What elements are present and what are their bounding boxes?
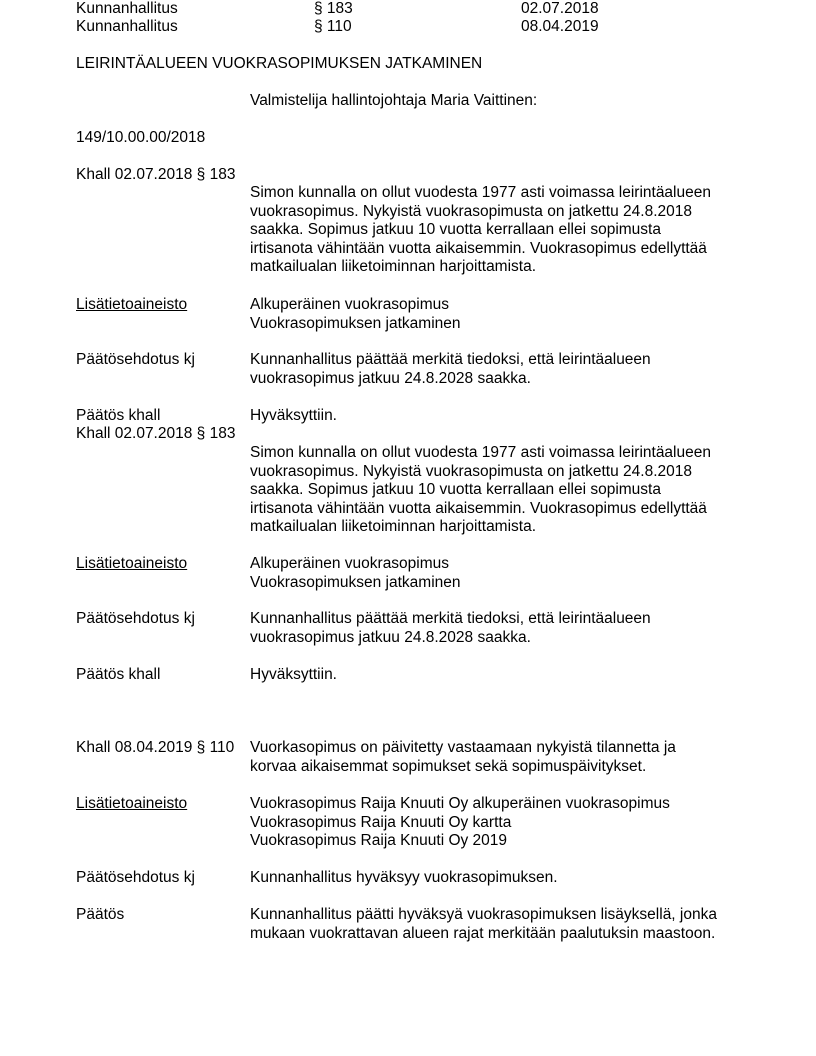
document-title: LEIRINTÄALUEEN VUOKRASOPIMUKSEN JATKAMINEN (76, 55, 483, 72)
header-body-1: Kunnanhallitus (76, 0, 178, 17)
section-text (250, 739, 750, 776)
decision-label: Päätös khall (76, 407, 161, 424)
preparer-line: Valmistelija hallintojohtaja Maria Vaittinen: (250, 92, 538, 109)
decision-label: Päätös khall (76, 666, 161, 683)
proposal-text (250, 610, 750, 647)
decision-text (250, 906, 750, 943)
attachments-list (250, 555, 750, 592)
decision-label: Päätös (76, 906, 125, 923)
proposal-text (250, 351, 750, 388)
proposal-label: Päätösehdotus kj (76, 351, 195, 368)
attachment-item: Alkuperäinen vuokrasopimus (250, 555, 450, 572)
header-date-1: 02.07.2018 (521, 0, 599, 17)
attachments-label: Lisätietoaineisto (76, 555, 188, 572)
text-line: irtisanota vähintään vuotta aikaisemmin. Vuokrasopimus edellyttää (250, 499, 707, 517)
decision-text: Hyväksyttiin. (250, 666, 337, 683)
header-body-2: Kunnanhallitus (76, 18, 178, 35)
proposal-label: Päätösehdotus kj (76, 869, 195, 886)
text-line: saakka. Sopimus jatkuu 10 vuotta kerrallaan ellei sopimusta (250, 221, 661, 238)
text-line: Simon kunnalla on ollut vuodesta 1977 asti voimassa leirintäalueen (250, 184, 711, 201)
text-line: Kunnanhallitus päättää merkitä tiedoksi, että leirintäalueen (250, 610, 651, 627)
text-line: Kunnanhallitus päättää merkitä tiedoksi, että leirintäalueen (250, 351, 651, 368)
text-line: matkailualan liiketoiminnan harjoittamista. (250, 518, 537, 535)
text-line: vuokrasopimus. Nykyistä vuokrasopimusta on jatkettu 24.8.2018 (250, 462, 692, 480)
text-line: korvaa aikaisemmat sopimukset sekä sopimuspäivitykset. (250, 757, 647, 775)
decision-text: Hyväksyttiin. (250, 407, 337, 424)
meeting-reference: Khall 08.04.2019 § 110 (76, 739, 235, 756)
proposal-text: Kunnanhallitus hyväksyy vuokrasopimuksen. (250, 869, 558, 886)
attachment-item: Vuokrasopimus Raija Knuuti Oy 2019 (250, 832, 508, 849)
attachment-item: Vuokrasopimus Raija Knuuti Oy alkuperäinen vuokrasopimus (250, 795, 670, 812)
text-line: saakka. Sopimus jatkuu 10 vuotta kerrallaan ellei sopimusta (250, 481, 661, 498)
attachment-item: Vuokrasopimus Raija Knuuti Oy kartta (250, 813, 512, 831)
header-date-2: 08.04.2019 (521, 18, 599, 35)
text-line: Vuorkasopimus on päivitetty vastaamaan nykyistä tilannetta ja (250, 739, 676, 756)
text-line: irtisanota vähintään vuotta aikaisemmin. Vuokrasopimus edellyttää (250, 239, 707, 257)
attachments-label: Lisätietoaineisto (76, 795, 188, 812)
attachments-label: Lisätietoaineisto (76, 296, 188, 313)
text-line: vuokrasopimus jatkuu 24.8.2028 saakka. (250, 369, 531, 387)
attachment-item: Vuokrasopimuksen jatkaminen (250, 314, 461, 332)
attachment-item: Vuokrasopimuksen jatkaminen (250, 573, 461, 591)
section-text (250, 444, 750, 537)
text-line: vuokrasopimus jatkuu 24.8.2028 saakka. (250, 628, 531, 646)
text-line: mukaan vuokrattavan alueen rajat merkitään paalutuksin maastoon. (250, 924, 716, 942)
attachment-item: Alkuperäinen vuokrasopimus (250, 296, 450, 313)
text-line: Simon kunnalla on ollut vuodesta 1977 asti voimassa leirintäalueen (250, 444, 711, 461)
diary-number: 149/10.00.00/2018 (76, 129, 206, 146)
text-line: vuokrasopimus. Nykyistä vuokrasopimusta on jatkettu 24.8.2018 (250, 202, 692, 220)
section-text (250, 184, 750, 277)
text-line: matkailualan liiketoiminnan harjoittamista. (250, 258, 537, 275)
meeting-reference: Khall 02.07.2018 § 183 (76, 425, 236, 442)
header-section-1: § 183 (314, 0, 353, 17)
attachments-list (250, 795, 750, 851)
meeting-reference: Khall 02.07.2018 § 183 (76, 166, 236, 183)
text-line: Kunnanhallitus päätti hyväksyä vuokrasopimuksen lisäyksellä, jonka (250, 906, 717, 923)
attachments-list (250, 296, 750, 333)
proposal-label: Päätösehdotus kj (76, 610, 195, 627)
header-section-2: § 110 (314, 18, 352, 35)
